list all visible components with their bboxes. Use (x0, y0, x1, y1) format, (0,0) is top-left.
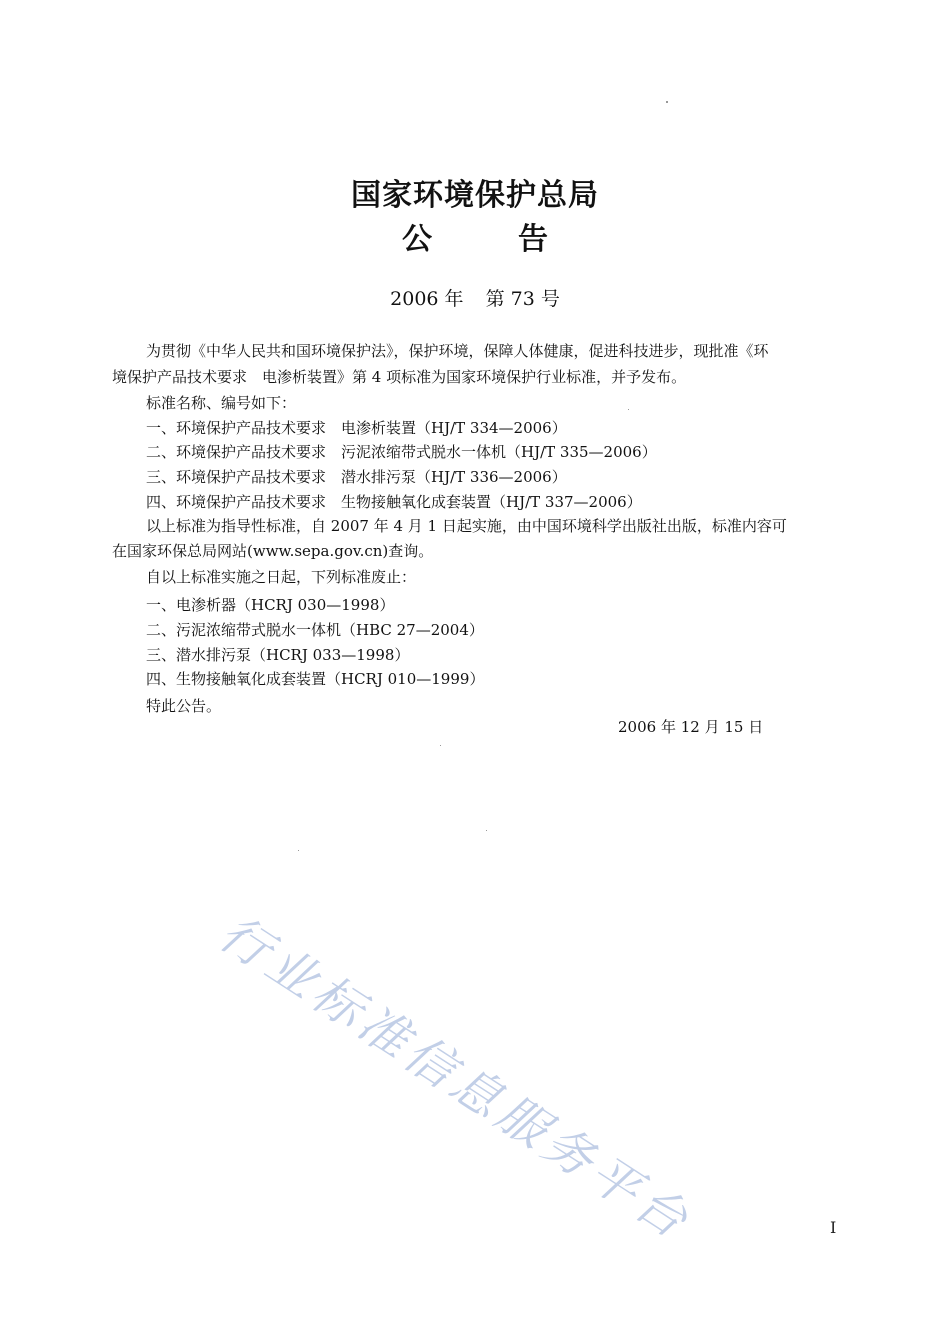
page-number: Ⅰ (830, 1218, 837, 1237)
abolished-item-1: 一、电渗析器（HCRJ 030—1998） (146, 596, 395, 614)
paragraph-1-line-2: 境保护产品技术要求 电渗析装置》第 4 项标准为国家环境保护行业标准，并予发布。 (112, 368, 687, 386)
issue-date: 2006 年 12 月 15 日 (618, 718, 764, 736)
issue-number: 第 73 号 (485, 288, 560, 310)
abolished-item-3: 三、潜水排污泵（HCRJ 033—1998） (146, 646, 410, 664)
standard-item-3: 三、环境保护产品技术要求 潜水排污泵（HJ/T 336—2006） (146, 468, 567, 486)
standard-item-4: 四、环境保护产品技术要求 生物接触氧化成套装置（HJ/T 337—2006） (146, 493, 642, 511)
paragraph-2-line-1: 以上标准为指导性标准，自 2007 年 4 月 1 日起实施，由中国环境科学出版社出版，标准内容可 (146, 517, 787, 535)
abolished-item-4: 四、生物接触氧化成套装置（HCRJ 010—1999） (146, 670, 485, 688)
scan-speck (298, 850, 299, 851)
paragraph-2-line-2: 在国家环保总局网站(www.sepa.gov.cn)查询。 (112, 542, 434, 560)
closing-text: 特此公告。 (146, 697, 222, 715)
org-title: 国家环境保护总局 (351, 178, 599, 213)
scan-speck (440, 745, 441, 746)
doc-type-right: 告 (518, 222, 548, 257)
doc-type-title (0, 214, 950, 258)
issue-year: 2006 年 (390, 288, 464, 310)
doc-type-left: 公 (402, 222, 432, 257)
paragraph-1-line-1: 为贯彻《中华人民共和国环境保护法》，保护环境，保障人体健康，促进科技进步，现批准《环 (146, 342, 769, 360)
scan-speck (628, 409, 629, 410)
scan-speck (666, 101, 668, 103)
standard-item-2: 二、环境保护产品技术要求 污泥浓缩带式脱水一体机（HJ/T 335—2006） (146, 443, 657, 461)
standard-item-1: 一、环境保护产品技术要求 电渗析装置（HJ/T 334—2006） (146, 419, 567, 437)
watermark: 行业标准信息服务平台 (209, 904, 702, 1252)
scan-speck (486, 830, 487, 831)
standards-intro: 标准名称、编号如下： (146, 394, 297, 412)
abolished-item-2: 二、污泥浓缩带式脱水一体机（HBC 27—2004） (146, 621, 484, 639)
issue-line (0, 284, 950, 311)
abolish-intro: 自以上标准实施之日起，下列标准废止： (146, 568, 417, 586)
